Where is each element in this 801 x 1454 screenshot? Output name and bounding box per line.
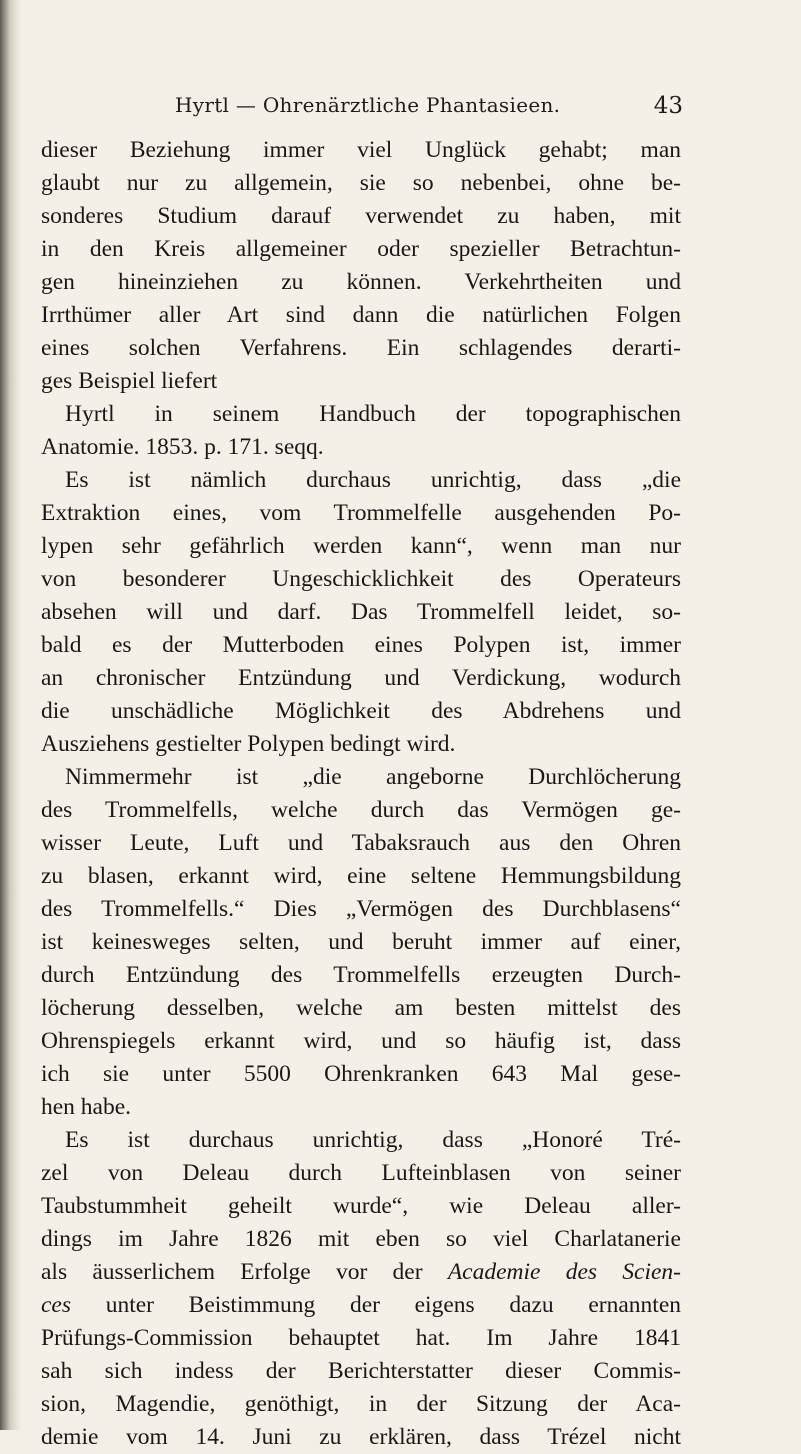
text-line: gen hineinziehen zu können. Verkehrtheiten und xyxy=(41,269,681,295)
text-line: Es ist nämlich durchaus unrichtig, dass „die xyxy=(65,467,681,493)
text-line: lypen sehr gefährlich werden kann“, wenn man nur xyxy=(41,533,681,559)
text-line: absehen will und darf. Das Trommelfell leidet, so- xyxy=(41,599,681,625)
body-text xyxy=(41,134,681,1454)
text-fragment: als äusserlichem Erfolge vor der xyxy=(41,1259,423,1285)
page-number: 43 xyxy=(653,93,683,119)
text-line: Ohrenspiegels erkannt wird, und so häufig ist, dass xyxy=(41,1028,681,1054)
text-line: des Trommelfells.“ Dies „Vermögen des Durchblasens“ xyxy=(41,896,681,922)
text-line: hen habe. xyxy=(41,1094,132,1120)
text-line: Irrthümer aller Art sind dann die natürlichen Folgen xyxy=(41,302,681,328)
text-line: wisser Leute, Luft und Tabaksrauch aus den Ohren xyxy=(41,830,681,856)
text-line: dieser Beziehung immer viel Unglück gehabt; man xyxy=(41,137,681,163)
running-header xyxy=(0,93,801,127)
text-line: Es ist durchaus unrichtig, dass „Honoré Tré- xyxy=(65,1127,681,1153)
text-line: ich sie unter 5500 Ohrenkranken 643 Mal gese- xyxy=(41,1061,681,1087)
text-line: an chronischer Entzündung und Verdickung, wodurch xyxy=(41,665,681,691)
text-line: Anatomie. 1853. p. 171. seqq. xyxy=(41,434,324,460)
text-line: durch Entzündung des Trommelfells erzeugten Durch- xyxy=(41,962,681,988)
text-line: ges Beispiel liefert xyxy=(41,368,218,394)
text-line: des Trommelfells, welche durch das Vermögen ge- xyxy=(41,797,681,823)
text-line: zel von Deleau durch Lufteinblasen von seiner xyxy=(41,1160,681,1186)
text-line: Nimmermehr ist „die angeborne Durchlöcherung xyxy=(65,764,681,790)
text-line: sonderes Studium darauf verwendet zu haben, mit xyxy=(41,203,681,229)
text-line: Hyrtl in seinem Handbuch der topographischen xyxy=(65,401,681,427)
text-line: sah sich indess der Berichterstatter dieser Commis- xyxy=(41,1358,681,1384)
page-gutter-shadow xyxy=(0,0,22,1430)
text-line: Ausziehens gestielter Polypen bedingt wird. xyxy=(41,731,456,757)
text-line: bald es der Mutterboden eines Polypen ist, immer xyxy=(41,632,681,658)
text-fragment: unter Beistimmung der eigens dazu ernannten xyxy=(105,1292,681,1318)
text-line: dings im Jahre 1826 mit eben so viel Charlatanerie xyxy=(41,1226,681,1252)
text-line: eines solchen Verfahrens. Ein schlagendes derarti- xyxy=(41,335,681,361)
text-line: Taubstummheit geheilt wurde“, wie Deleau aller- xyxy=(41,1193,681,1219)
text-line: Prüfungs-Commission behauptet hat. Im Jahre 1841 xyxy=(41,1325,681,1351)
text-line: sion, Magendie, genöthigt, in der Sitzung der Aca- xyxy=(41,1391,681,1417)
italic-institution: Academie des Scien- xyxy=(447,1259,682,1285)
text-line: in den Kreis allgemeiner oder spezieller Betrachtun- xyxy=(41,236,681,262)
text-line: die unschädliche Möglichkeit des Abdrehens und xyxy=(41,698,681,724)
text-line: löcherung desselben, welche am besten mittelst des xyxy=(41,995,681,1021)
text-line: von besonderer Ungeschicklichkeit des Operateurs xyxy=(41,566,681,592)
text-line: ist keinesweges selten, und beruht immer auf einer, xyxy=(41,929,681,955)
text-line xyxy=(41,1289,681,1322)
text-line: glaubt nur zu allgemein, sie so nebenbei, ohne be- xyxy=(41,170,681,196)
running-title: Hyrtl — Ohrenärztliche Phantasieen. xyxy=(175,93,561,117)
italic-institution-cont: ces xyxy=(41,1292,72,1318)
text-line xyxy=(41,1256,681,1289)
text-line: demie vom 14. Juni zu erklären, dass Trézel nicht xyxy=(41,1424,681,1450)
text-line: Extraktion eines, vom Trommelfelle ausgehenden Po- xyxy=(41,500,681,526)
text-line: zu blasen, erkannt wird, eine seltene Hemmungsbildung xyxy=(41,863,681,889)
